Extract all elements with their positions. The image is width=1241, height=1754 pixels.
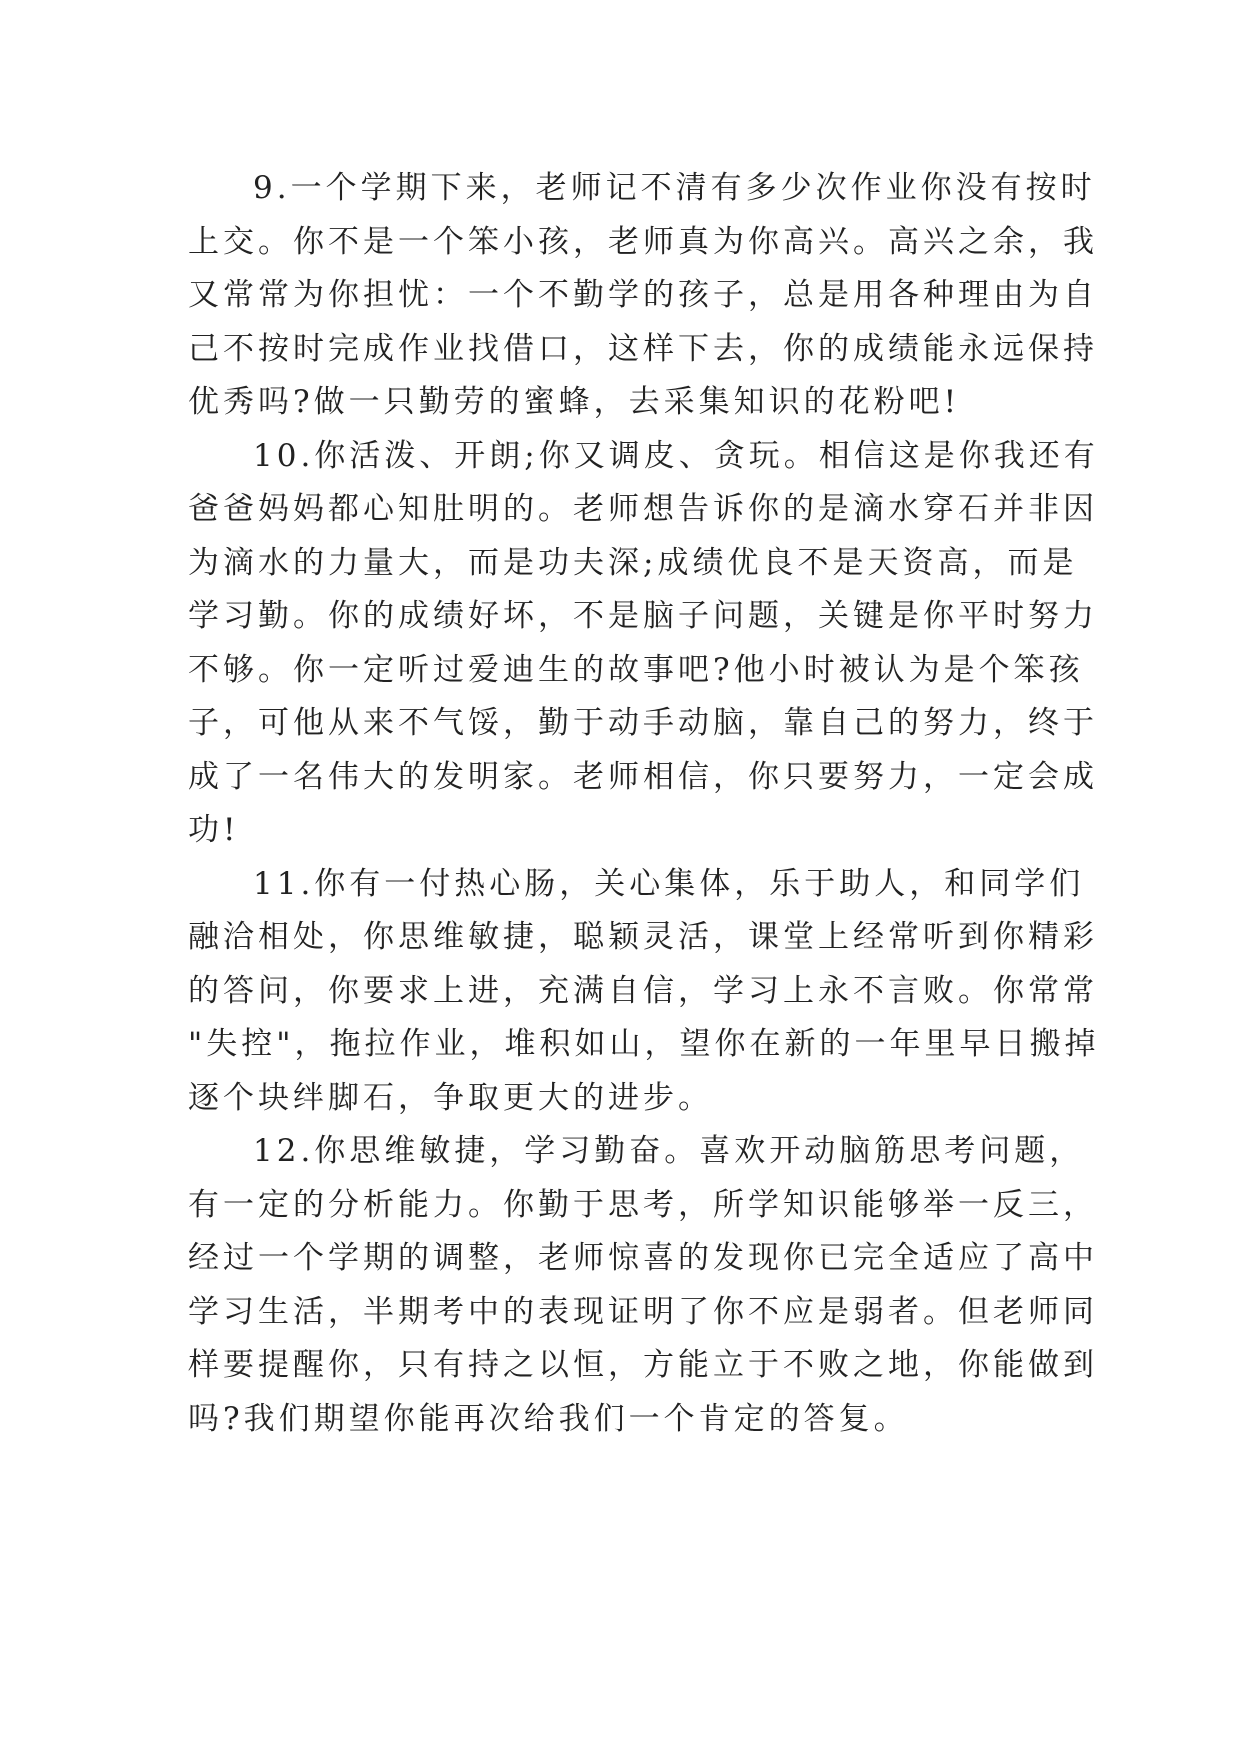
- text-line: 12.你思维敏捷，学习勤奋。喜欢开动脑筋思考问题，: [253, 1133, 1085, 1169]
- text-line: 9.一个学期下来，老师记不清有多少次作业你没有按时: [253, 170, 1096, 206]
- text-line: 爸爸妈妈都心知肚明的。老师想告诉你的是滴水穿石并非因: [188, 491, 1098, 527]
- text-line: 样要提醒你，只有持之以恒，方能立于不败之地，你能做到: [188, 1347, 1098, 1383]
- text-line: 融洽相处，你思维敏捷，聪颖灵活，课堂上经常听到你精彩: [188, 919, 1098, 955]
- paragraph-12: [188, 1125, 1098, 1446]
- text-line: 又常常为你担忧：一个不勤学的孩子，总是用各种理由为自: [188, 277, 1098, 313]
- text-line: 优秀吗?做一只勤劳的蜜蜂，去采集知识的花粉吧!: [188, 384, 961, 420]
- text-line: 有一定的分析能力。你勤于思考，所学知识能够举一反三，: [188, 1186, 1098, 1223]
- text-line: 学习勤。你的成绩好坏，不是脑子问题，关键是你平时努力: [188, 598, 1098, 634]
- text-line: 成了一名伟大的发明家。老师相信，你只要努力，一定会成: [188, 758, 1098, 795]
- text-line: 逐个块绊脚石，争取更大的进步。: [188, 1079, 713, 1116]
- text-line: 经过一个学期的调整，老师惊喜的发现你已完全适应了高中: [188, 1240, 1098, 1276]
- text-line: 11.你有一付热心肠，关心集体，乐于助人，和同学们: [253, 865, 1085, 902]
- text-line: 吗?我们期望你能再次给我们一个肯定的答复。: [188, 1400, 909, 1437]
- document-body: [188, 162, 1100, 1446]
- text-line: 学习生活，半期考中的表现证明了你不应是弱者。但老师同: [188, 1293, 1098, 1330]
- paragraph-10: [188, 430, 1099, 858]
- text-line: 上交。你不是一个笨小孩，老师真为你高兴。高兴之余，我: [188, 223, 1098, 260]
- text-line: 己不按时完成作业找借口，这样下去，你的成绩能永远保持: [188, 330, 1098, 367]
- paragraph-9: [188, 162, 1098, 430]
- text-line: 功!: [188, 812, 240, 848]
- text-line: 子，可他从来不气馁，勤于动手动脑，靠自己的努力，终于: [188, 705, 1098, 741]
- paragraph-11: [188, 858, 1100, 1126]
- text-line: 10.你活泼、开朗;你又调皮、贪玩。相信这是你我还有: [253, 437, 1099, 474]
- text-line: "失控"，拖拉作业，堆积如山，望你在新的一年里早日搬掉: [188, 1026, 1100, 1062]
- text-line: 的答问，你要求上进，充满自信，学习上永不言败。你常常: [188, 972, 1098, 1009]
- text-line: 为滴水的力量大，而是功夫深;成绩优良不是天资高，而是: [188, 544, 1078, 581]
- text-line: 不够。你一定听过爱迪生的故事吧?他小时被认为是个笨孩: [188, 651, 1084, 688]
